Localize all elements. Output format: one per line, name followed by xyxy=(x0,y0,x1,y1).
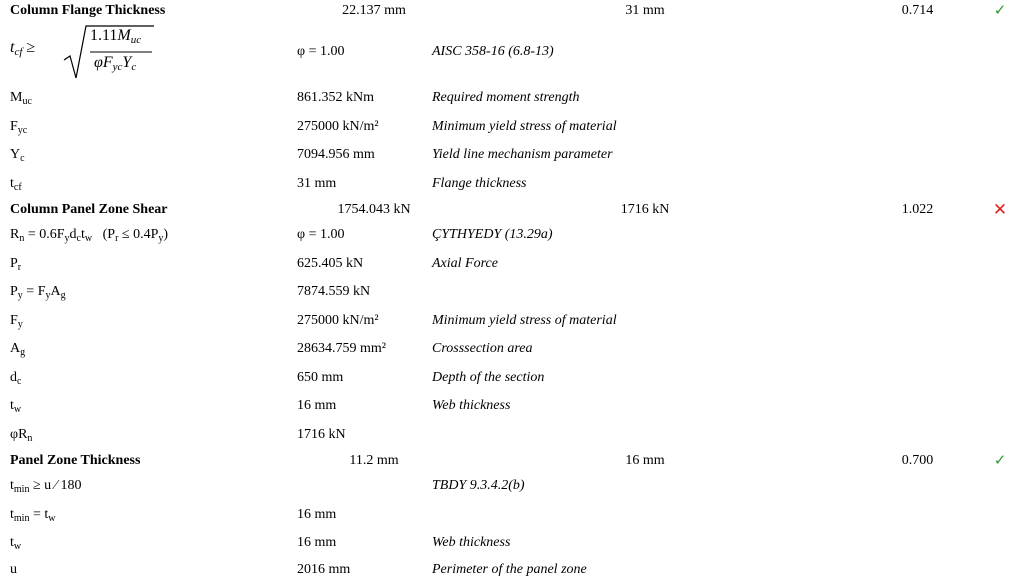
param-symbol: $t_w$ xyxy=(10,535,22,552)
param-symbol: $F_{yc}$ xyxy=(10,119,28,136)
ratio-value: 0.714 xyxy=(901,3,934,18)
section-title: Column Flange Thickness xyxy=(10,3,166,18)
param-description: Web thickness xyxy=(432,398,511,413)
param-symbol: $Y_c$ xyxy=(10,147,25,164)
param-symbol: $A_g$ xyxy=(10,341,26,358)
check-fail-icon: ✕ xyxy=(992,200,1008,219)
param-value: 861.352 kNm xyxy=(297,90,374,105)
param-symbol: $t_{cf}$ xyxy=(10,176,22,193)
section-title: Panel Zone Thickness xyxy=(10,453,141,468)
param-description: Axial Force xyxy=(432,256,498,271)
section-title: Column Panel Zone Shear xyxy=(10,202,168,217)
param-value: 1716 kN xyxy=(297,427,346,442)
param-symbol: $P_r$ xyxy=(10,256,22,273)
param-value: 625.405 kN xyxy=(297,256,364,271)
param-value: 275000 kN/m² xyxy=(297,313,379,328)
param-value: 275000 kN/m² xyxy=(297,119,379,134)
check-pass-icon: ✓ xyxy=(993,3,1007,19)
param-symbol: $M_{uc}$ xyxy=(10,90,32,107)
panel-thickness-formula: $t_{min} \ge u$ ⁄ 180 xyxy=(10,478,82,495)
formula-lhs: $t_{cf}$ ≥ xyxy=(10,39,36,58)
param-value: 7094.956 mm xyxy=(297,147,375,162)
required-value: 1754.043 kN xyxy=(337,202,411,217)
capacity-value: 16 mm xyxy=(625,453,665,468)
formula-numerator: $1.11M_{uc}$ xyxy=(90,27,142,46)
ratio-value: 1.022 xyxy=(901,202,934,217)
param-symbol: u xyxy=(10,562,17,577)
param-description: Perimeter of the panel zone xyxy=(432,562,587,577)
param-value: 7874.559 kN xyxy=(297,284,371,299)
param-value: 16 mm xyxy=(297,507,337,522)
param-description: Minimum yield stress of material xyxy=(432,119,617,134)
param-description: Crosssection area xyxy=(432,341,533,356)
ratio-value: 0.700 xyxy=(901,453,934,468)
param-value: 16 mm xyxy=(297,398,337,413)
formula-denominator: $\varphi F_{yc}Y_c$ xyxy=(94,54,137,73)
param-symbol: $d_c$ xyxy=(10,370,22,387)
param-symbol: $F_y$ xyxy=(10,313,23,330)
phi-value: φ = 1.00 xyxy=(297,44,345,59)
code-reference: TBDY 9.3.4.2(b) xyxy=(432,478,525,493)
param-description: Yield line mechanism parameter xyxy=(432,147,613,162)
phi-value: φ = 1.00 xyxy=(297,227,345,242)
param-symbol: $t_{min} = t_w$ xyxy=(10,507,56,524)
param-value: 16 mm xyxy=(297,535,337,550)
code-reference: ÇYTHYEDY (13.29a) xyxy=(432,227,553,242)
required-value: 22.137 mm xyxy=(342,3,406,18)
param-value: 28634.759 mm² xyxy=(297,341,386,356)
code-reference: AISC 358-16 (6.8-13) xyxy=(432,44,554,59)
param-value: 650 mm xyxy=(297,370,344,385)
param-description: Web thickness xyxy=(432,535,511,550)
param-symbol: $t_w$ xyxy=(10,398,22,415)
param-symbol: $\varphi R_n$ xyxy=(10,427,33,444)
required-value: 11.2 mm xyxy=(349,453,399,468)
param-value: 2016 mm xyxy=(297,562,351,577)
panel-shear-formula: $R_n = 0.6F_yd_ct_w$ $(P_r \le 0.4P_y)$ xyxy=(10,227,169,244)
capacity-value: 1716 kN xyxy=(620,202,670,217)
param-description: Minimum yield stress of material xyxy=(432,313,617,328)
param-description: Required moment strength xyxy=(432,90,580,105)
flange-thickness-formula xyxy=(10,24,160,84)
check-pass-icon: ✓ xyxy=(993,453,1007,469)
param-description: Depth of the section xyxy=(432,370,545,385)
capacity-value: 31 mm xyxy=(625,3,665,18)
param-symbol: $P_y = F_yA_g$ xyxy=(10,284,66,301)
param-value: 31 mm xyxy=(297,176,337,191)
param-description: Flange thickness xyxy=(432,176,527,191)
